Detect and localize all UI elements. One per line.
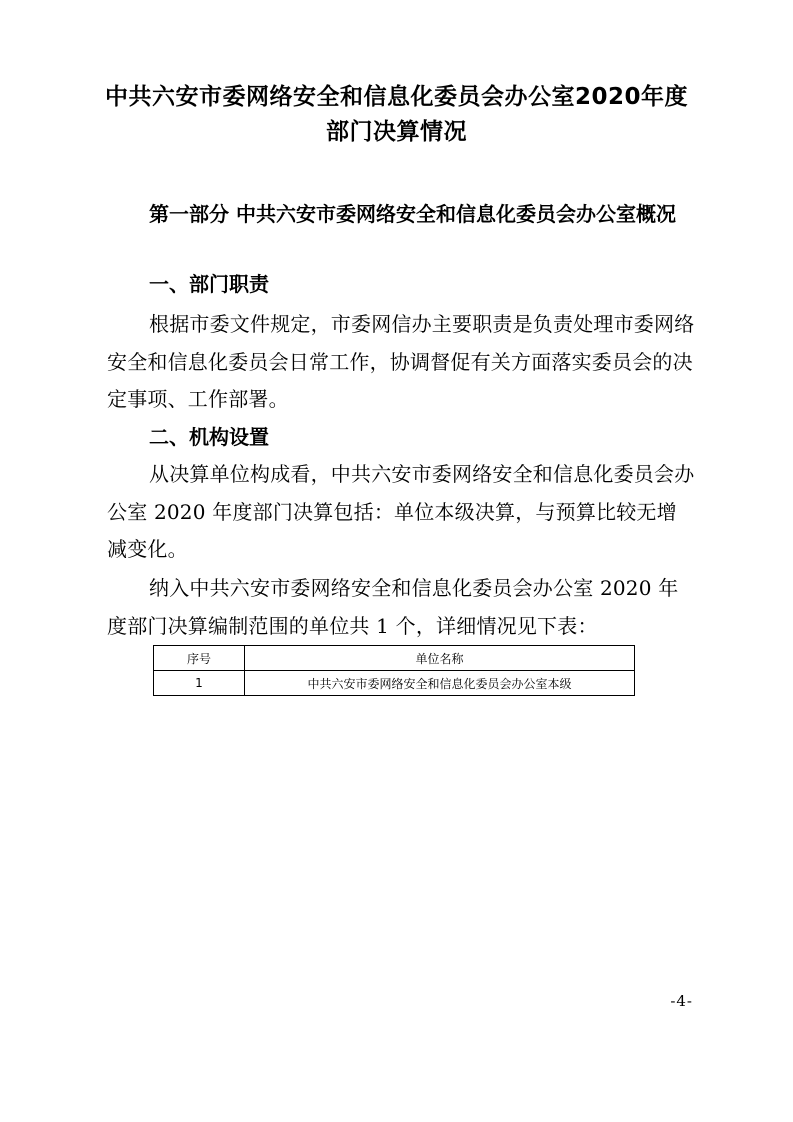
paragraph-organization-scope: 纳入中共六安市委网络安全和信息化委员会办公室 2020 年度部门决算编制范围的单位共 1 个，详细情况见下表：	[107, 576, 679, 638]
units-table	[153, 645, 635, 696]
paragraph-duties: 根据市委文件规定，市委网信办主要职责是负责处理市委网络安全和信息化委员会日常工作，协调督促有关方面落实委员会的决定事项、工作部署。	[107, 312, 695, 411]
table-header-row	[154, 646, 635, 671]
table-header-unit-name: 单位名称	[245, 646, 635, 671]
table-cell-unit-name: 中共六安市委网络安全和信息化委员会办公室本级	[245, 671, 635, 696]
section-heading-duties: 一、部门职责	[149, 272, 269, 296]
paragraph-organization-composition: 从决算单位构成看，中共六安市委网络安全和信息化委员会办公室 2020 年度部门决算包括：单位本级决算，与预算比较无增减变化。	[107, 462, 695, 561]
table-header-index: 序号	[154, 646, 245, 671]
part-heading: 第一部分 中共六安市委网络安全和信息化委员会办公室概况	[149, 202, 676, 226]
document-title-line-1: 中共六安市委网络安全和信息化委员会办公室2020年度	[104, 84, 688, 110]
table-row	[154, 671, 635, 696]
table-cell-index: 1	[154, 671, 245, 696]
document-title-line-2: 部门决算情况	[326, 119, 467, 145]
section-heading-organization: 二、机构设置	[149, 425, 269, 449]
page-number: -4-	[670, 992, 693, 1010]
